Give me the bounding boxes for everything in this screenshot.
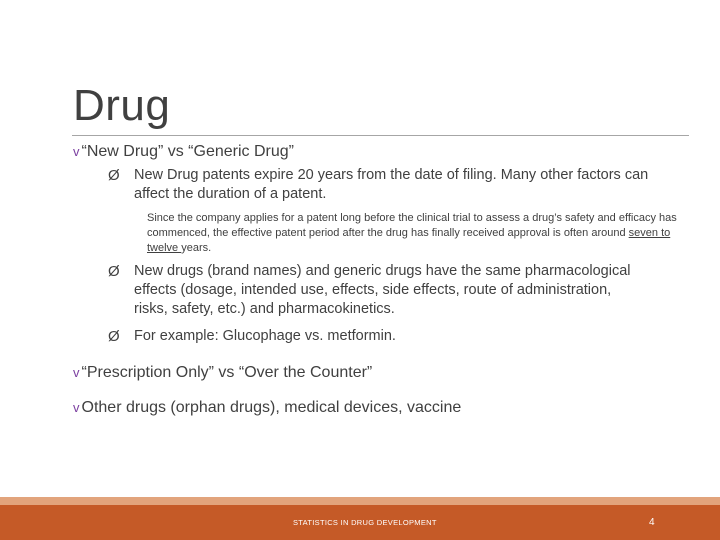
diamond-bullet-icon: v (73, 400, 80, 415)
diamond-bullet-icon: v (73, 365, 80, 380)
footer-accent-band (0, 497, 720, 505)
diamond-bullet-icon: v (73, 144, 80, 159)
bullet-other-drugs (73, 398, 461, 418)
bullet-text: “New Drug” vs “Generic Drug” (81, 143, 294, 160)
subbullet-text: For example: Glucophage vs. metformin. (134, 328, 396, 344)
subbullet-text: New drugs (brand names) and generic drugs have the same pharmacological effects (dosage, intended use, effects, side effects, route of administration, risks, safety, etc.) and pharmacokinetics. (134, 263, 631, 317)
note-text-underlined: seven to twelve (147, 227, 671, 254)
arrow-bullet-icon: Ø (108, 167, 120, 184)
arrow-bullet-icon: Ø (108, 263, 120, 280)
arrow-bullet-icon: Ø (108, 328, 120, 345)
subbullet-patent-expiry (108, 166, 668, 204)
slide-title: Drug (73, 81, 171, 130)
note-text-after: years. (181, 242, 212, 254)
title-divider (72, 135, 689, 136)
subbullet-example (108, 327, 668, 346)
subbullet-brand-vs-generic (108, 262, 668, 319)
bullet-new-vs-generic (73, 142, 294, 162)
page-number: 4 (649, 517, 655, 528)
bullet-text: “Prescription Only” vs “Over the Counter” (81, 364, 373, 381)
note-text-before: Since the company applies for a patent long before the clinical trial to assess a drug’s safety and efficacy has commenced, the effective patent period after the drug has finally received approval is often around (147, 212, 677, 239)
footer-label: STATISTICS IN DRUG DEVELOPMENT (293, 518, 437, 527)
subbullet-text: New Drug patents expire 20 years from the date of filing. Many other factors can affect the duration of a patent. (134, 167, 649, 202)
bullet-text: Other drugs (orphan drugs), medical devices, vaccine (81, 399, 462, 416)
patent-note (147, 211, 687, 256)
bullet-prescription-vs-otc (73, 363, 372, 383)
